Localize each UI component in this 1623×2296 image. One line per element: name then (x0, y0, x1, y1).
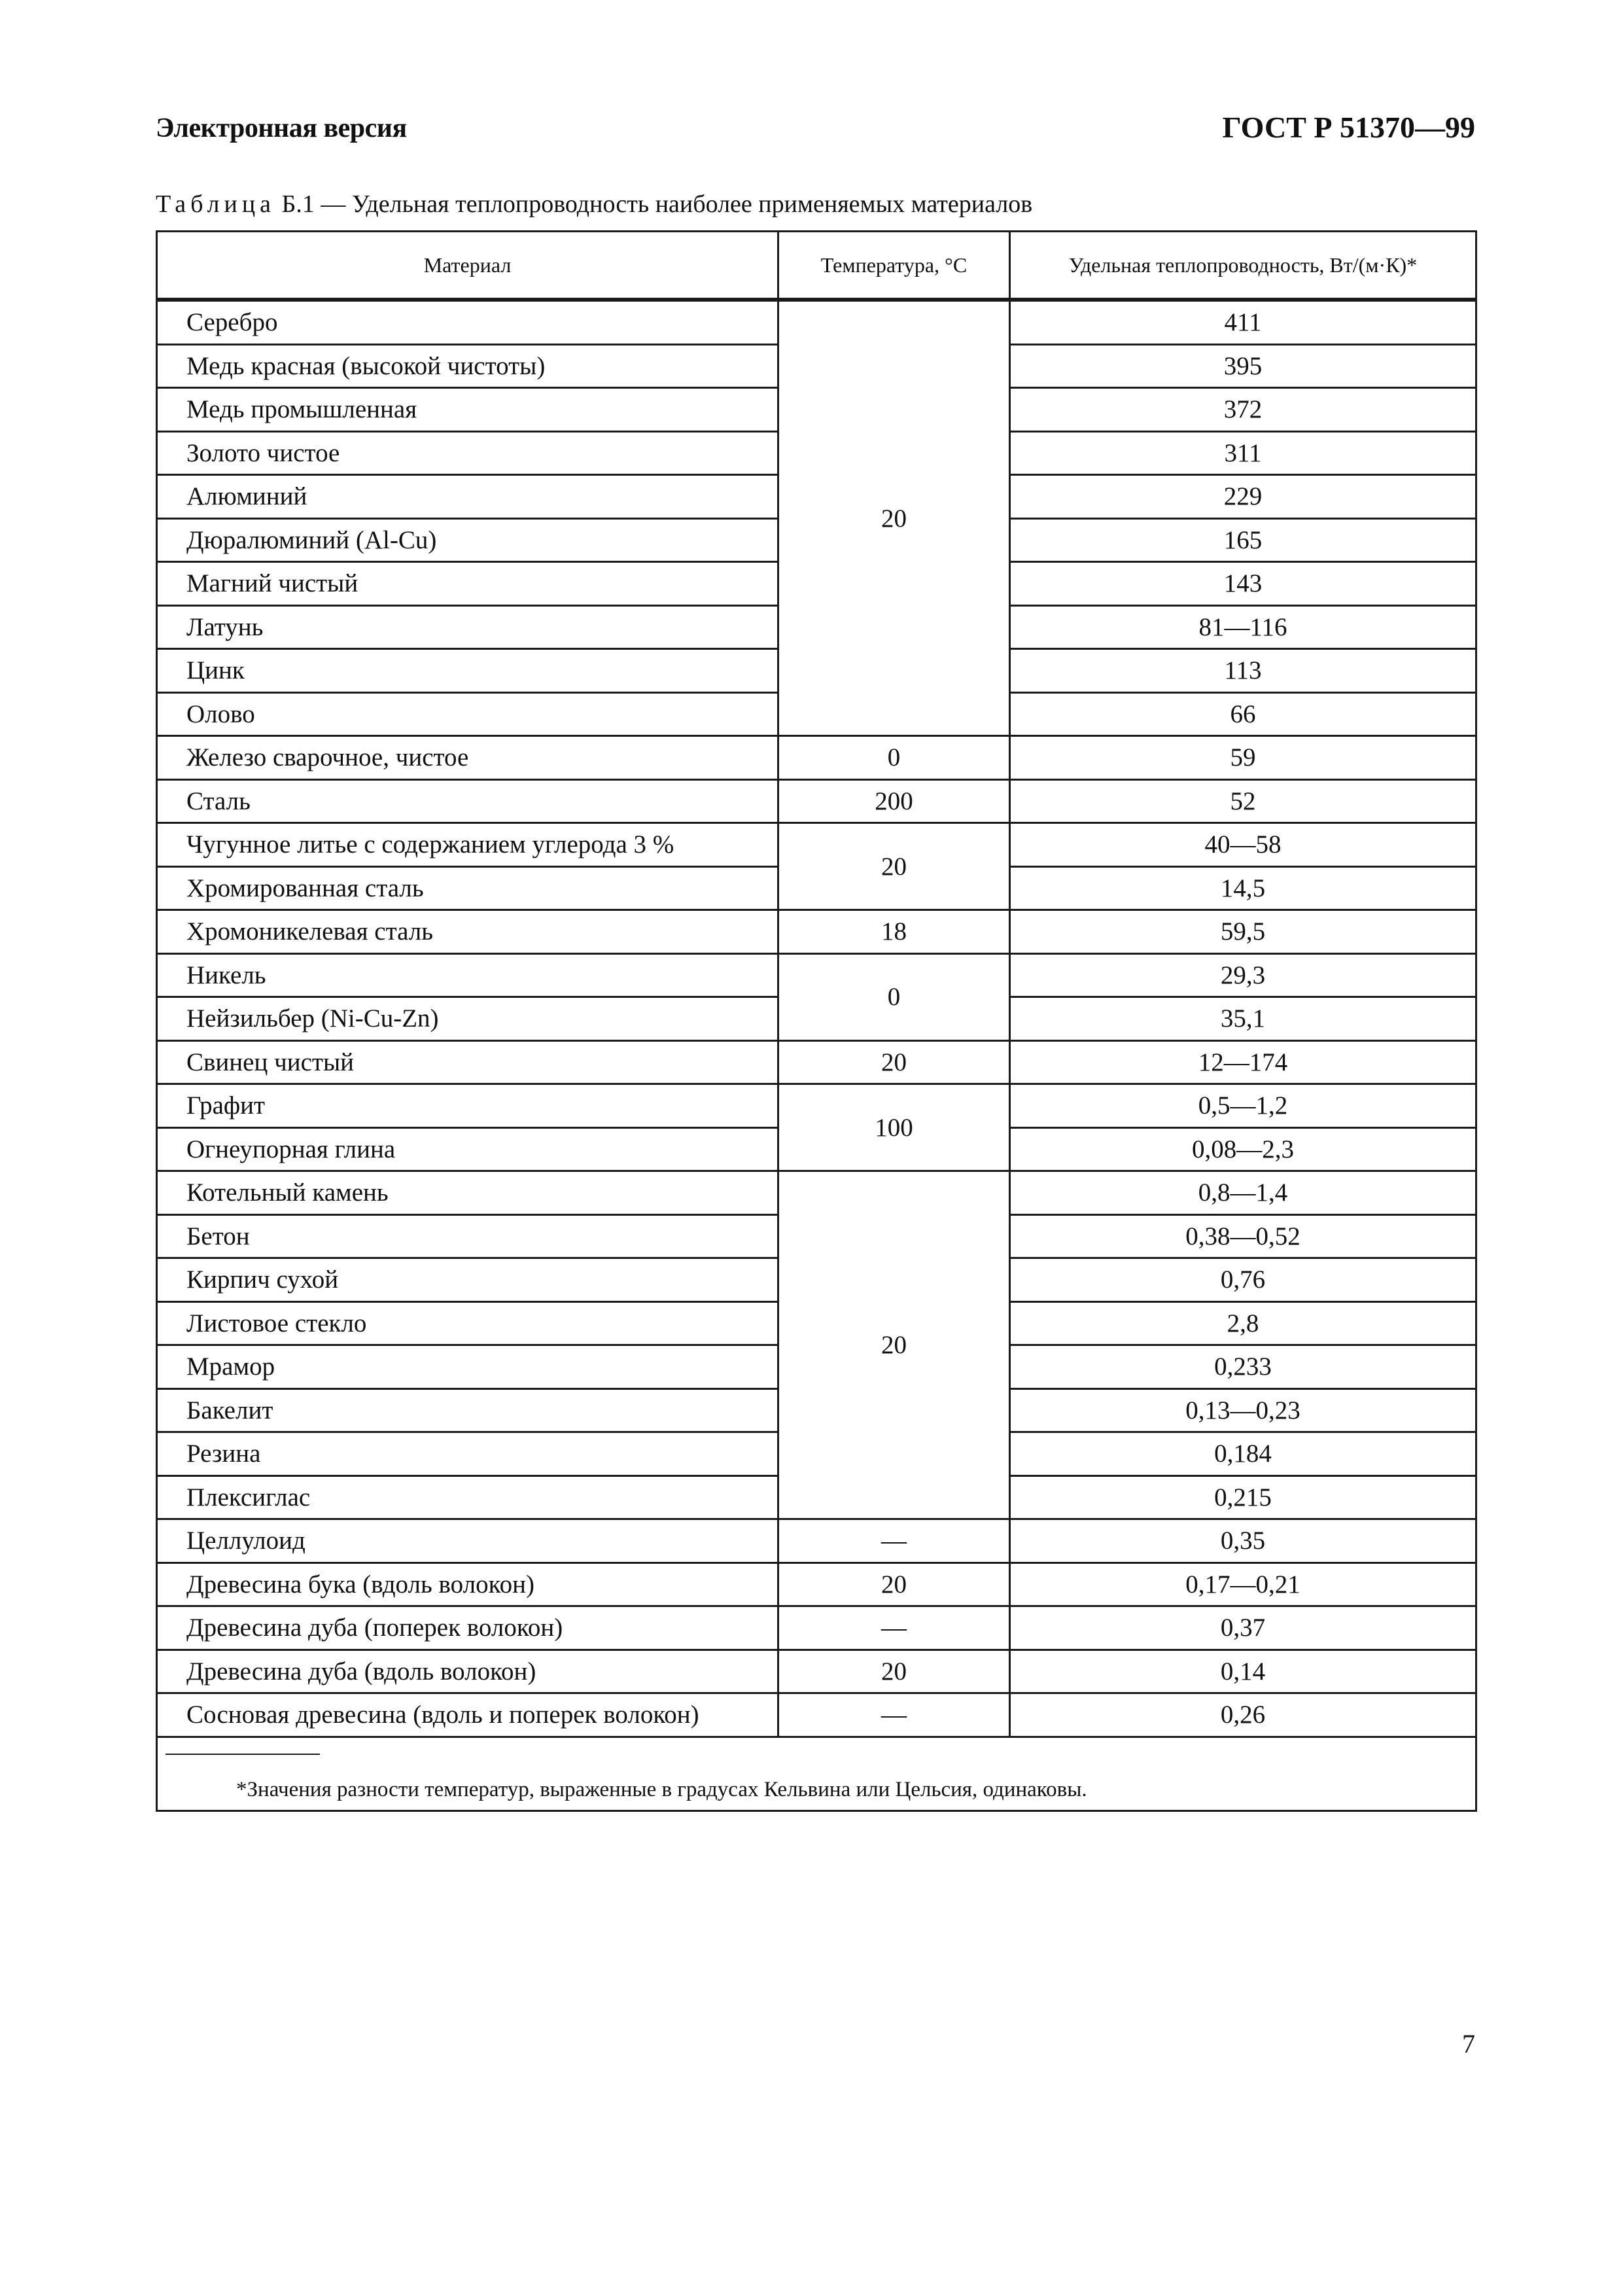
conductivity-cell: 311 (1010, 431, 1476, 475)
table-row (157, 910, 1476, 954)
conductivity-cell: 0,8—1,4 (1010, 1171, 1476, 1215)
material-cell: Кирпич сухой (157, 1258, 778, 1302)
material-cell: Свинец чистый (157, 1040, 778, 1084)
table-caption (156, 190, 1032, 219)
material-cell: Серебро (157, 300, 778, 344)
table-caption-text: Б.1 — Удельная теплопроводность наиболее применяемых материалов (281, 190, 1033, 218)
material-cell: Чугунное литье с содержанием углерода 3 % (157, 823, 778, 867)
conductivity-cell: 0,76 (1010, 1258, 1476, 1302)
material-cell: Древесина дуба (вдоль волокон) (157, 1650, 778, 1693)
material-cell: Бетон (157, 1214, 778, 1258)
material-cell: Медь промышленная (157, 388, 778, 432)
conductivity-cell: 165 (1010, 518, 1476, 562)
conductivity-cell: 0,215 (1010, 1475, 1476, 1519)
temperature-cell: — (778, 1693, 1010, 1737)
conductivity-cell: 0,233 (1010, 1345, 1476, 1389)
table-row (157, 1563, 1476, 1606)
material-cell: Хромированная сталь (157, 866, 778, 910)
temperature-cell: — (778, 1519, 1010, 1563)
page-number: 7 (1462, 2029, 1475, 2058)
material-cell: Плексиглас (157, 1475, 778, 1519)
temperature-cell: 20 (778, 1040, 1010, 1084)
document-version-label: Электронная версия (156, 113, 407, 143)
material-cell: Никель (157, 953, 778, 997)
footnote-separator (166, 1754, 320, 1755)
column-header-material: Материал (157, 232, 778, 300)
table-row (157, 1606, 1476, 1650)
conductivity-cell: 81—116 (1010, 605, 1476, 649)
table-caption-label: Таблица (156, 190, 276, 218)
material-cell: Железо сварочное, чистое (157, 736, 778, 780)
material-cell: Древесина бука (вдоль волокон) (157, 1563, 778, 1606)
conductivity-cell: 59 (1010, 736, 1476, 780)
conductivity-cell: 40—58 (1010, 823, 1476, 867)
material-cell: Огнеупорная глина (157, 1127, 778, 1171)
conductivity-cell: 0,17—0,21 (1010, 1563, 1476, 1606)
conductivity-cell: 411 (1010, 300, 1476, 344)
material-cell: Нейзильбер (Ni-Cu-Zn) (157, 997, 778, 1041)
conductivity-cell: 59,5 (1010, 910, 1476, 954)
material-cell: Олово (157, 692, 778, 736)
material-cell: Сосновая древесина (вдоль и поперек волокон) (157, 1693, 778, 1737)
temperature-cell: 20 (778, 1650, 1010, 1693)
conductivity-cell: 0,14 (1010, 1650, 1476, 1693)
conductivity-cell: 2,8 (1010, 1301, 1476, 1345)
conductivity-cell: 66 (1010, 692, 1476, 736)
conductivity-cell: 35,1 (1010, 997, 1476, 1041)
material-cell: Медь красная (высокой чистоты) (157, 344, 778, 388)
material-cell: Мрамор (157, 1345, 778, 1389)
conductivity-cell: 0,38—0,52 (1010, 1214, 1476, 1258)
conductivity-cell: 29,3 (1010, 953, 1476, 997)
material-cell: Целлулоид (157, 1519, 778, 1563)
conductivity-cell: 395 (1010, 344, 1476, 388)
temperature-cell: 18 (778, 910, 1010, 954)
material-cell: Бакелит (157, 1388, 778, 1432)
conductivity-cell: 372 (1010, 388, 1476, 432)
column-header-conductivity: Удельная теплопроводность, Вт/(м·К)* (1010, 232, 1476, 300)
standard-number: ГОСТ Р 51370—99 (1222, 111, 1475, 144)
table-row (157, 1519, 1476, 1563)
table-row (157, 1693, 1476, 1737)
table-row (157, 779, 1476, 823)
table-row (157, 1084, 1476, 1128)
table-row (157, 953, 1476, 997)
thermal-conductivity-table (156, 230, 1477, 1812)
column-header-temperature: Температура, °С (778, 232, 1010, 300)
material-cell: Золото чистое (157, 431, 778, 475)
conductivity-cell: 143 (1010, 562, 1476, 606)
conductivity-cell: 0,08—2,3 (1010, 1127, 1476, 1171)
conductivity-cell: 113 (1010, 649, 1476, 693)
table-row (157, 300, 1476, 344)
material-cell: Дюралюминий (Al-Cu) (157, 518, 778, 562)
conductivity-cell: 0,35 (1010, 1519, 1476, 1563)
conductivity-cell: 0,26 (1010, 1693, 1476, 1737)
material-cell: Древесина дуба (поперек волокон) (157, 1606, 778, 1650)
conductivity-cell: 14,5 (1010, 866, 1476, 910)
conductivity-cell: 0,184 (1010, 1432, 1476, 1476)
material-cell: Хромоникелевая сталь (157, 910, 778, 954)
table-footnote-cell (157, 1737, 1476, 1810)
temperature-cell: 100 (778, 1084, 1010, 1171)
temperature-cell: — (778, 1606, 1010, 1650)
temperature-cell: 20 (778, 1563, 1010, 1606)
temperature-cell: 20 (778, 823, 1010, 910)
conductivity-cell: 229 (1010, 475, 1476, 519)
table-row (157, 736, 1476, 780)
table-row (157, 1040, 1476, 1084)
temperature-cell: 0 (778, 736, 1010, 780)
table-footnote: *Значения разности температур, выраженные в градусах Кельвина или Цельсия, одинаковы. (236, 1777, 1087, 1801)
temperature-cell: 200 (778, 779, 1010, 823)
temperature-cell: 20 (778, 1171, 1010, 1519)
table-row (157, 823, 1476, 867)
conductivity-cell: 12—174 (1010, 1040, 1476, 1084)
material-cell: Алюминий (157, 475, 778, 519)
material-cell: Сталь (157, 779, 778, 823)
material-cell: Листовое стекло (157, 1301, 778, 1345)
table-footnote-row (157, 1737, 1476, 1810)
material-cell: Котельный камень (157, 1171, 778, 1215)
material-cell: Цинк (157, 649, 778, 693)
material-cell: Магний чистый (157, 562, 778, 606)
conductivity-cell: 52 (1010, 779, 1476, 823)
material-cell: Резина (157, 1432, 778, 1476)
table-row (157, 1171, 1476, 1215)
material-cell: Латунь (157, 605, 778, 649)
material-cell: Графит (157, 1084, 778, 1128)
temperature-cell: 0 (778, 953, 1010, 1040)
table-header-row (157, 232, 1476, 300)
table-row (157, 1650, 1476, 1693)
conductivity-cell: 0,37 (1010, 1606, 1476, 1650)
conductivity-cell: 0,5—1,2 (1010, 1084, 1476, 1128)
conductivity-cell: 0,13—0,23 (1010, 1388, 1476, 1432)
temperature-cell: 20 (778, 300, 1010, 736)
